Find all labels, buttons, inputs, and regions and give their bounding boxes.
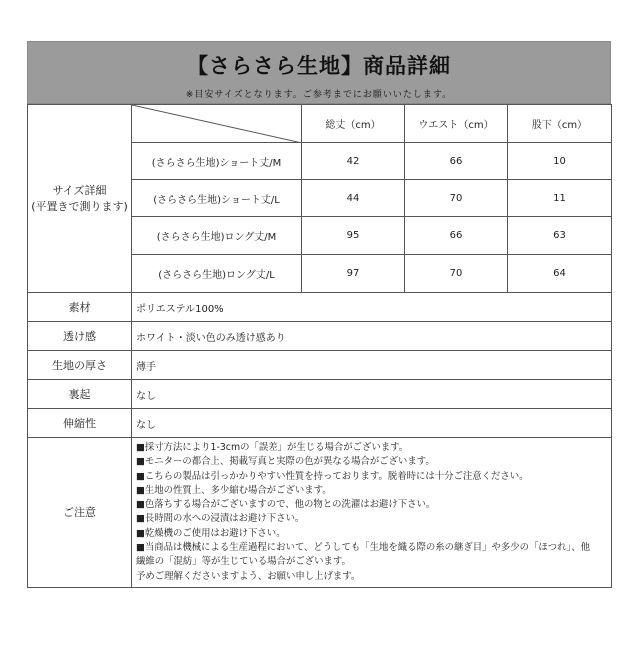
size-value: 70: [405, 180, 508, 217]
header-banner: [27, 41, 611, 104]
diagonal-line: [132, 105, 302, 143]
size-row-name: (さらさら生地)ロング丈/L: [132, 255, 302, 293]
spec-row-thickness: [28, 351, 612, 380]
note-line: ■こちらの製品は引っかかりやすい性質を持っております。脱着時には十分ご注意ください。: [136, 470, 529, 482]
col-header-inseam: 股下（cm）: [508, 105, 612, 143]
spec-row-lining: [28, 380, 612, 409]
size-value: 10: [508, 143, 612, 180]
spec-row-stretch: [28, 409, 612, 438]
notes-label: ご注意: [28, 438, 132, 588]
product-detail-sheet: [27, 41, 611, 588]
note-line: ■生地の性質上、多少縮む場合がございます。: [136, 484, 332, 496]
size-table: [27, 104, 612, 588]
notes-body: [132, 438, 612, 588]
size-section-label: [28, 105, 132, 293]
spec-label: 素材: [28, 293, 132, 322]
note-line: ■乾燥機のご使用はお避け下さい。: [136, 527, 286, 539]
spec-label: 伸縮性: [28, 409, 132, 438]
size-value: 64: [508, 255, 612, 293]
note-line: ■採寸方法により1-3cmの「誤差」が生じる場合がございます。: [136, 442, 409, 453]
spec-label: 生地の厚さ: [28, 351, 132, 380]
size-value: 66: [405, 143, 508, 180]
size-value: 97: [302, 255, 405, 293]
size-value: 66: [405, 217, 508, 255]
size-value: 42: [302, 143, 405, 180]
page-subtitle: ※目安サイズとなります。ご参考までにお願いいたします。: [185, 90, 453, 100]
spec-value: ホワイト・淡い色のみ透け感あり: [132, 322, 612, 351]
note-line: ■色落ちする場合がございますので、他の物との洗濯はお避け下さい。: [136, 499, 436, 511]
spec-label: 裏起: [28, 380, 132, 409]
spec-row-material: [28, 293, 612, 322]
col-header-waist: ウエスト（cm）: [405, 105, 508, 143]
notes-row: [28, 438, 612, 588]
spec-value: ポリエステル100%: [132, 293, 612, 322]
note-line: ■当商品は機械による生産過程において、どうしても「生地を織る際の糸の継ぎ目」や多少の「ほつれ」、他 繊維の「混紡」等が生じている場合がございます。: [136, 542, 600, 568]
size-value: 95: [302, 217, 405, 255]
note-line: 予めご理解くださいますよう、お願い申し上げます。: [136, 570, 361, 582]
note-line: ■モニターの都合上、掲載写真と実際の色が異なる場合がございます。: [136, 456, 435, 468]
spec-value: なし: [132, 380, 612, 409]
spec-row-sheerness: [28, 322, 612, 351]
size-value: 11: [508, 180, 612, 217]
spec-value: 薄手: [132, 351, 612, 380]
size-value: 44: [302, 180, 405, 217]
spec-value: なし: [132, 409, 612, 438]
size-value: 70: [405, 255, 508, 293]
col-header-length: 総丈（cm）: [302, 105, 405, 143]
size-value: 63: [508, 217, 612, 255]
size-row-name: (さらさら生地)ショート丈/M: [132, 143, 302, 180]
size-row-name: (さらさら生地)ショート丈/L: [132, 180, 302, 217]
size-header-row: [28, 105, 612, 143]
size-row-name: (さらさら生地)ロング丈/M: [132, 217, 302, 255]
diagonal-header-cell: [132, 105, 302, 143]
size-section-text: サイズ詳細 (平置きで測ります): [31, 183, 128, 213]
spec-label: 透け感: [28, 322, 132, 351]
note-line: ■長時間の水への浸漬はお避け下さい。: [136, 513, 305, 525]
page-title: 【さらさら生地】商品詳細: [187, 53, 451, 78]
